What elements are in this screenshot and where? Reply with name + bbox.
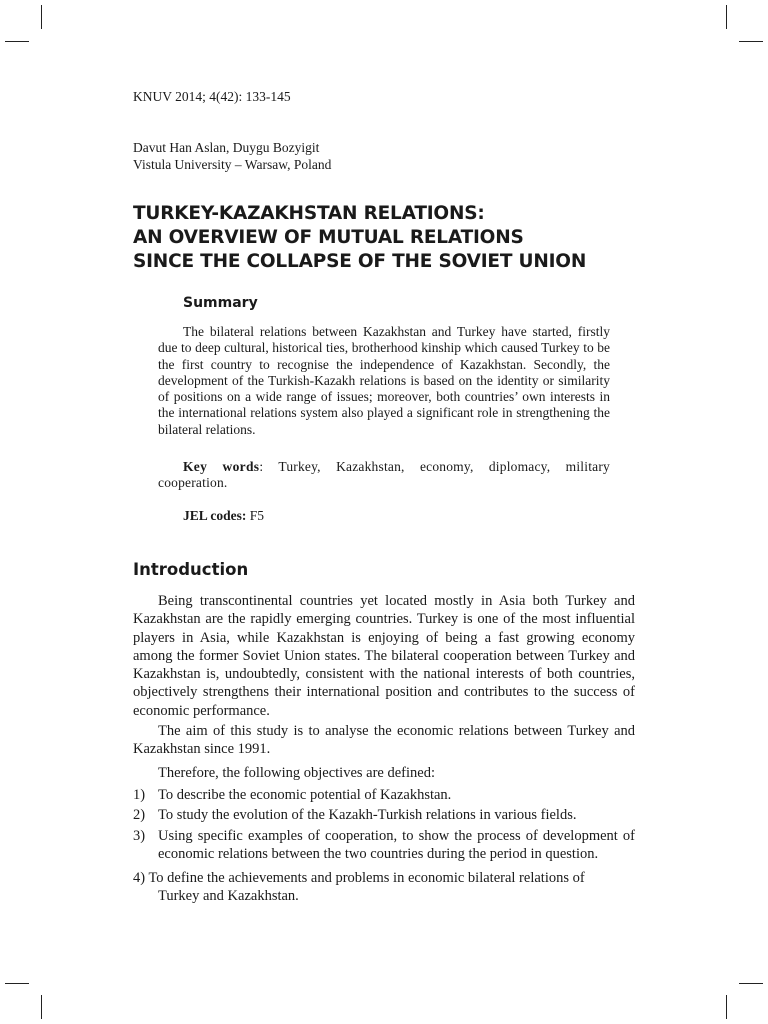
list-item-number: 3) [133,827,146,844]
introduction-paragraph-1: Being transcontinental countries yet located mostly in Asia both Turkey and Kazakhstan are the rapidly emerging countries. Turkey is one of the most influential players in Asia, while Kazakhstan is enjoying of being a fast growing economy among the former Soviet Union states. The bilateral cooperation between Turkey and Kazakhstan is, undoubtedly, consistent with the national interests of both countries, objectively strengthens their international position and contributes to the success of economic performance. [133,593,635,719]
introduction-paragraph-2: The aim of this study is to analyse the economic relations between Turkey and Kazakhstan since 1991. [133,723,635,758]
keywords-text: : Turkey, Kazakhstan, economy, diplomacy, military cooperation. [158,459,610,491]
summary-text: The bilateral relations between Kazakhstan and Turkey have started, firstly due to deep cultural, historical ties, brotherhood kinship which caused Turkey to be the first country to recognise the independence of Kazakhstan. Secondly, the development of the Turkish-Kazakh relations is based on the identity or similarity of positions on a wide range of issues; moreover, both countries’ own interests in the international relations system also played a significant role in strengthening the bilateral relations. [158,324,610,437]
objective-4-first-line: 4) To define the achievements and problems in economic bilateral relations of [133,870,585,886]
title-line-3: SINCE THE COLLAPSE OF THE SOVIET UNION [133,251,587,272]
author-names: Davut Han Aslan, Duygu Bozyigit [133,140,320,155]
crop-mark-bottom-right-vertical [726,995,727,1019]
list-item [133,806,635,824]
keywords-label: Key words [183,459,260,474]
crop-mark-top-right-horizontal [739,41,763,42]
list-item-text: To study the evolution of the Kazakh-Turkish relations in various fields. [158,807,577,824]
list-item-number: 2) [133,807,146,824]
list-item [133,786,635,804]
crop-mark-top-right-vertical [726,5,727,29]
paper-title [133,202,653,274]
introduction-paragraph-3: Therefore, the following objectives are defined: [158,765,435,781]
objectives-list [133,786,635,865]
author-block [133,139,331,173]
jel-codes [183,508,264,524]
crop-mark-bottom-left-vertical [41,995,42,1019]
crop-mark-top-left-horizontal [5,41,29,42]
keywords [158,459,610,492]
list-item-number: 1) [133,787,146,803]
summary-heading: Summary [183,295,258,311]
list-item-text: Using specific examples of cooperation, to show the process of development of economic relations between the two countries during the period in question. [158,827,635,862]
objective-4-continuation: Turkey and Kazakhstan. [158,888,299,905]
objective-4 [133,869,635,906]
crop-mark-bottom-left-horizontal [5,983,29,984]
list-item-text: To describe the economic potential of Kazakhstan. [158,787,452,803]
jel-value: F5 [246,508,265,523]
crop-mark-bottom-right-horizontal [739,983,763,984]
list-item [133,827,635,864]
title-line-1: TURKEY-KAZAKHSTAN RELATIONS: [133,203,485,224]
jel-label: JEL codes: [183,508,247,523]
title-line-2: AN OVERVIEW OF MUTUAL RELATIONS [133,227,524,248]
introduction-heading: Introduction [133,560,249,579]
crop-mark-top-left-vertical [41,5,42,29]
journal-reference: KNUV 2014; 4(42): 133-145 [133,89,291,104]
author-affiliation: Vistula University – Warsaw, Poland [133,157,332,172]
